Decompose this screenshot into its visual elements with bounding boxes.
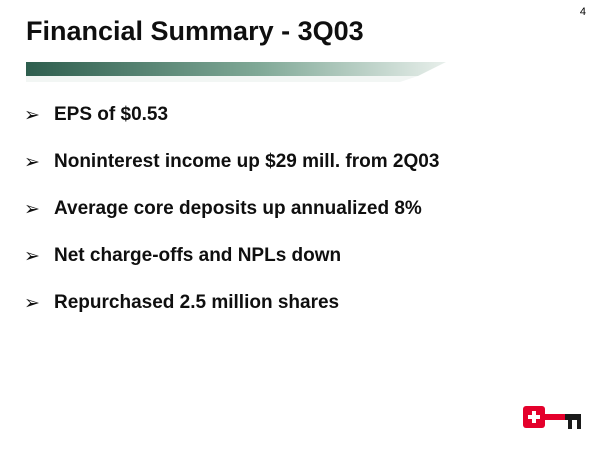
list-item (22, 244, 582, 268)
key-logo-icon (522, 400, 584, 436)
title-underline-graphic (26, 62, 574, 82)
list-item (22, 150, 582, 174)
list-item-label: EPS of $0.53 (54, 104, 169, 125)
slide-number: 4 (579, 6, 586, 18)
bullet-list (22, 103, 582, 338)
list-item (22, 197, 582, 221)
list-item (22, 103, 582, 127)
page-title: Financial Summary - 3Q03 (26, 16, 364, 46)
list-item-label: Repurchased 2.5 million shares (54, 292, 340, 313)
arrow-bullet-icon: ➢ (24, 104, 40, 126)
list-item-label: Noninterest income up $29 mill. from 2Q03 (54, 151, 440, 172)
list-item-label: Average core deposits up annualized 8% (54, 198, 422, 219)
list-item-label: Net charge-offs and NPLs down (54, 245, 342, 266)
arrow-bullet-icon: ➢ (24, 198, 40, 220)
list-item (22, 291, 582, 315)
arrow-bullet-icon: ➢ (24, 151, 40, 173)
arrow-bullet-icon: ➢ (24, 292, 40, 314)
arrow-bullet-icon: ➢ (24, 245, 40, 267)
